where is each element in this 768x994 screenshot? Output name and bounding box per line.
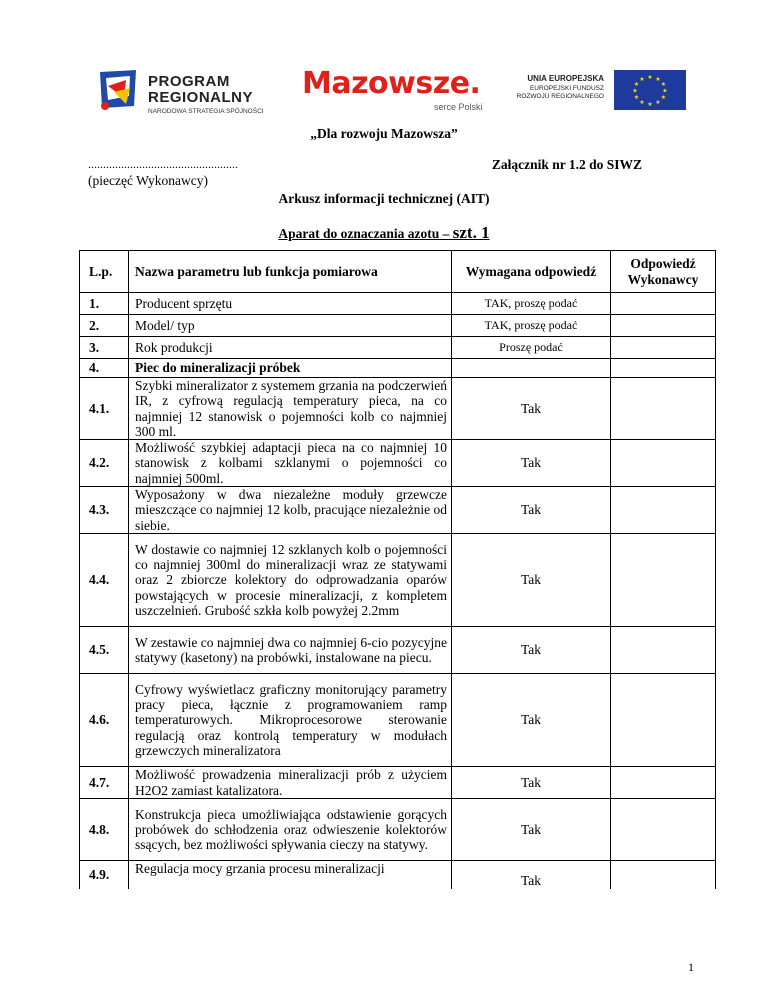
svg-text:★: ★	[639, 76, 645, 83]
row-lp: 4.9.	[80, 861, 129, 889]
header-lp: L.p.	[80, 251, 129, 293]
mazowsze-logo	[302, 68, 492, 118]
row-lp: 4.1.	[80, 378, 129, 440]
logo-bar	[96, 62, 686, 120]
svg-text:★: ★	[647, 101, 653, 108]
row-required: Tak	[452, 627, 611, 674]
table-row	[80, 487, 716, 534]
row-name: Konstrukcja pieca umożliwiająca odstawienie gorących probówek do schłodzenia oraz odwieszenie kolektorów ssących, bez możliwości spływania cieczy na statywy.	[129, 799, 452, 861]
row-required: TAK, proszę podać	[452, 293, 611, 315]
row-required: Tak	[452, 861, 611, 889]
row-name: Możliwość szybkiej adaptacji pieca na co najmniej 10 stanowisk z kolbami szklanymi o pojemności co najmniej 500ml.	[129, 440, 452, 487]
row-contractor-answer[interactable]	[611, 799, 716, 861]
row-lp: 4.6.	[80, 674, 129, 767]
row-contractor-answer[interactable]	[611, 359, 716, 378]
row-required: Tak	[452, 378, 611, 440]
row-required: Tak	[452, 440, 611, 487]
table-row	[80, 315, 716, 337]
row-required: Tak	[452, 767, 611, 799]
table-row	[80, 767, 716, 799]
row-contractor-answer[interactable]	[611, 487, 716, 534]
row-required: Tak	[452, 799, 611, 861]
row-contractor-answer[interactable]	[611, 378, 716, 440]
mazowsze-sub: serce Polski	[434, 102, 483, 112]
eu-line2: EUROPEJSKI FUNDUSZ	[529, 85, 604, 92]
table-row	[80, 359, 716, 378]
row-name: Piec do mineralizacji próbek	[129, 359, 452, 378]
program-regionalny-emblem-icon	[96, 66, 142, 116]
row-contractor-answer[interactable]	[611, 315, 716, 337]
row-contractor-answer[interactable]	[611, 440, 716, 487]
header-contractor: Odpowiedź Wykonawcy	[611, 251, 716, 293]
row-name: W dostawie co najmniej 12 szklanych kolb o pojemności co najmniej 300ml do mineralizacji wraz ze statywami oraz 2 zbiorcze kolektory do odprowadzania oparów powstających w procesie mineralizacji, z kompletem uszczelnień. Grubość szkła kolb powyżej 2.2mm	[129, 534, 452, 627]
row-lp: 3.	[80, 337, 129, 359]
mazowsze-word: Mazowsze.	[302, 66, 481, 101]
svg-text:★: ★	[655, 99, 661, 106]
sheet-title: Arkusz informacji technicznej (AIT)	[278, 191, 490, 206]
svg-text:★: ★	[639, 99, 645, 106]
row-lp: 4.4.	[80, 534, 129, 627]
motto: „Dla rozwoju Mazowsza”	[310, 126, 458, 141]
row-required: Tak	[452, 487, 611, 534]
svg-text:★: ★	[662, 87, 668, 95]
header-name: Nazwa parametru lub funkcja pomiarowa	[129, 251, 452, 293]
program-line3: NARODOWA STRATEGIA SPÓJNOŚCI	[148, 108, 264, 115]
row-contractor-answer[interactable]	[611, 337, 716, 359]
program-line1: PROGRAM	[148, 73, 230, 90]
row-required: Tak	[452, 674, 611, 767]
eu-line3: ROZWOJU REGIONALNEGO	[516, 93, 604, 100]
row-contractor-answer[interactable]	[611, 293, 716, 315]
table-row	[80, 861, 716, 889]
row-name: Rok produkcji	[129, 337, 452, 359]
row-lp: 2.	[80, 315, 129, 337]
row-required: Proszę podać	[452, 337, 611, 359]
row-name: Wyposażony w dwa niezależne moduły grzewcze mieszczące co najmniej 12 kolb, pracujące niezależnie od siebie.	[129, 487, 452, 534]
row-required: TAK, proszę podać	[452, 315, 611, 337]
row-contractor-answer[interactable]	[611, 534, 716, 627]
row-name: Cyfrowy wyświetlacz graficzny monitorujący parametry pracy pieca, łącznie z programowaniem ramp temperaturowych. Mikroprocesorowe sterowanie regulacją oraz kontrolą temperatury w modułach grzewczych mineralizatora	[129, 674, 452, 767]
program-line2: REGIONALNY	[148, 89, 254, 106]
page-number: 1	[688, 960, 694, 974]
stamp-dots: ..................................................	[88, 157, 238, 171]
eu-line1: UNIA EUROPEJSKA	[527, 74, 604, 83]
svg-text:★: ★	[633, 81, 640, 88]
svg-text:★: ★	[633, 94, 640, 101]
eu-logo	[516, 70, 686, 112]
program-regionalny-logo	[96, 62, 286, 120]
row-contractor-answer[interactable]	[611, 767, 716, 799]
row-required: Tak	[452, 534, 611, 627]
row-required	[452, 359, 611, 378]
table-row	[80, 337, 716, 359]
table-header-row	[80, 251, 716, 293]
table-row	[80, 534, 716, 627]
device-qty: szt. 1	[452, 223, 490, 242]
table-row	[80, 440, 716, 487]
eu-lines	[517, 85, 604, 101]
row-name: Szybki mineralizator z systemem grzania na podczerwień IR, z cyfrową regulacją temperatury pieca, na co najmniej 12 stanowisk o pojemności kolb co najmniej 300 ml.	[129, 378, 452, 440]
row-contractor-answer[interactable]	[611, 861, 716, 889]
row-lp: 4.2.	[80, 440, 129, 487]
parameters-table	[79, 250, 716, 889]
row-name: Producent sprzętu	[129, 293, 452, 315]
table-row	[80, 378, 716, 440]
svg-text:★: ★	[660, 94, 667, 101]
device-title	[0, 223, 768, 243]
table-row	[80, 293, 716, 315]
row-name: W zestawie co najmniej dwa co najmniej 6-cio pozycyjne statywy (kasetony) na probówki, instalowane na piecu.	[129, 627, 452, 674]
table-row	[80, 674, 716, 767]
stamp-label: (pieczęć Wykonawcy)	[88, 173, 208, 188]
svg-text:★: ★	[660, 81, 667, 88]
svg-text:★: ★	[655, 76, 661, 83]
annex-label: Załącznik nr 1.2 do SIWZ	[491, 157, 642, 172]
row-contractor-answer[interactable]	[611, 674, 716, 767]
eu-flag-icon	[614, 70, 686, 110]
row-name: Regulacja mocy grzania procesu mineralizacji	[129, 861, 452, 889]
header-required: Wymagana odpowiedź	[452, 251, 611, 293]
table-row	[80, 799, 716, 861]
row-name: Możliwość prowadzenia mineralizacji prób z użyciem H2O2 zamiast katalizatora.	[129, 767, 452, 799]
row-lp: 4.	[80, 359, 129, 378]
row-contractor-answer[interactable]	[611, 627, 716, 674]
row-lp: 4.8.	[80, 799, 129, 861]
row-lp: 4.5.	[80, 627, 129, 674]
svg-text:★: ★	[647, 74, 653, 81]
table-row	[80, 627, 716, 674]
row-lp: 4.3.	[80, 487, 129, 534]
svg-text:★: ★	[632, 87, 638, 95]
row-lp: 4.7.	[80, 767, 129, 799]
row-name: Model/ typ	[129, 315, 452, 337]
device-title-text: Aparat do oznaczania azotu –	[278, 226, 453, 241]
row-lp: 1.	[80, 293, 129, 315]
